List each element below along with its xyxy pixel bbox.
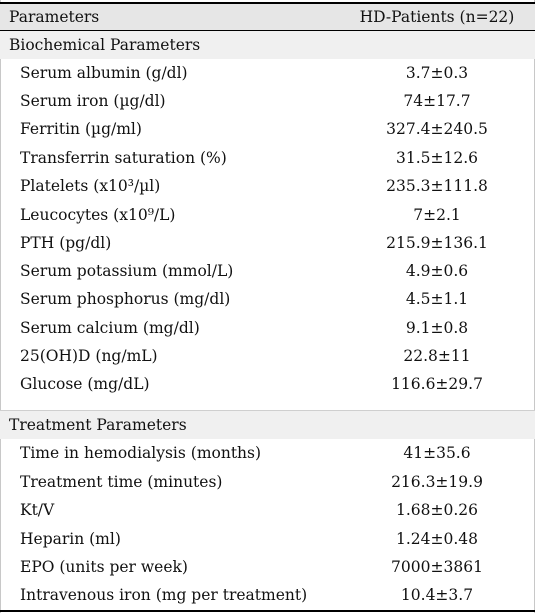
table-row	[0, 524, 535, 553]
section-title-row	[0, 31, 535, 59]
row-value: 4.5±1.1	[405, 290, 469, 308]
row-label: Intravenous iron (mg per treatment)	[20, 586, 308, 604]
row-value: 22.8±11	[403, 347, 471, 365]
row-value: 215.9±136.1	[386, 234, 488, 252]
row-value: 1.24±0.48	[395, 529, 478, 548]
table-row	[0, 200, 535, 229]
section-title-row	[0, 411, 535, 439]
table-row	[0, 87, 535, 115]
row-value: 7000±3861	[391, 558, 483, 576]
row-label: Serum albumin (g/dl)	[20, 64, 188, 82]
table-row	[0, 143, 535, 172]
row-label: Treatment time (minutes)	[20, 472, 223, 491]
table-row	[0, 467, 535, 496]
row-label: Ferritin (µg/ml)	[20, 120, 142, 138]
table-row	[0, 285, 535, 313]
row-value: 31.5±12.6	[395, 148, 478, 167]
table-row	[0, 496, 535, 524]
table-row	[0, 59, 535, 87]
header-parameters: Parameters	[9, 8, 100, 26]
row-value: 235.3±111.8	[386, 177, 488, 195]
table-row	[0, 370, 535, 398]
row-value: 1.68±0.26	[395, 501, 478, 519]
row-value: 4.9±0.6	[405, 262, 469, 280]
row-label: Transferrin saturation (%)	[20, 148, 227, 167]
row-label: Serum calcium (mg/dl)	[20, 318, 200, 337]
row-value: 327.4±240.5	[386, 120, 488, 138]
row-value: 74±17.7	[403, 92, 471, 110]
table-row	[0, 439, 535, 467]
row-label: Serum iron (µg/dl)	[20, 92, 166, 110]
header-row	[0, 4, 535, 30]
row-label: PTH (pg/dl)	[20, 234, 112, 252]
row-label: Serum phosphorus (mg/dl)	[20, 290, 231, 308]
row-label: Serum potassium (mmol/L)	[20, 262, 234, 280]
row-label: Leucocytes (x10⁹/L)	[20, 205, 176, 224]
table-row	[0, 313, 535, 342]
table-row	[0, 115, 535, 143]
row-label: EPO (units per week)	[20, 558, 188, 576]
row-label: Platelets (x10³/µl)	[20, 177, 161, 195]
table-row	[0, 257, 535, 285]
section-title: Treatment Parameters	[9, 416, 187, 434]
row-label: Heparin (ml)	[20, 529, 121, 548]
table-row	[0, 229, 535, 257]
row-label: 25(OH)D (ng/mL)	[20, 347, 158, 365]
row-label: Time in hemodialysis (months)	[20, 444, 262, 462]
table-row	[0, 581, 535, 609]
table-row	[0, 172, 535, 200]
row-value: 41±35.6	[403, 444, 471, 462]
table-row	[0, 342, 535, 370]
row-value: 10.4±3.7	[400, 586, 474, 604]
bottom-rule	[0, 610, 535, 612]
row-value: 9.1±0.8	[405, 318, 469, 337]
row-value: 116.6±29.7	[391, 375, 483, 393]
row-value: 3.7±0.3	[405, 64, 469, 82]
header-group: HD-Patients (n=22)	[359, 8, 515, 26]
row-label: Glucose (mg/dL)	[20, 375, 150, 393]
row-label: Kt/V	[20, 501, 55, 519]
row-value: 7±2.1	[413, 205, 461, 224]
table-row	[0, 553, 535, 581]
row-value: 216.3±19.9	[391, 472, 483, 491]
section-title: Biochemical Parameters	[9, 36, 201, 54]
